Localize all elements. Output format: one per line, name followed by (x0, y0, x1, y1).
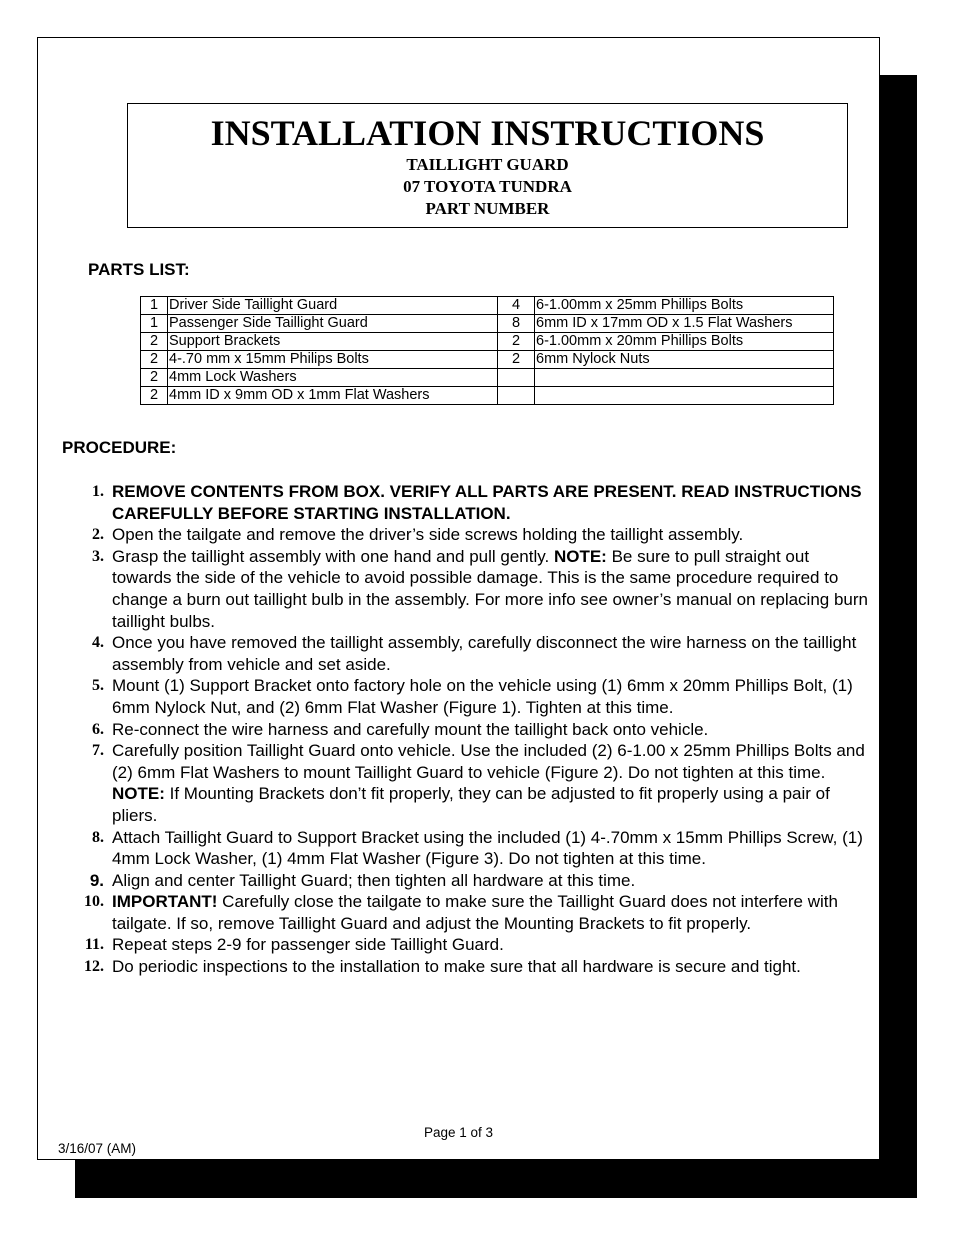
step-number: 6. (92, 720, 104, 738)
table-row (141, 315, 834, 333)
note-label: NOTE: (553, 546, 607, 566)
parts-qty: 2 (141, 369, 168, 387)
step-number: 10. (84, 893, 104, 911)
step-number: 9. (89, 870, 104, 890)
step-11 (78, 934, 868, 956)
note-label: NOTE: (112, 784, 165, 804)
step-2 (78, 524, 868, 546)
subtitle-vehicle: 07 TOYOTA TUNDRA (403, 177, 572, 196)
step-text: Do periodic inspections to the installation to make sure that all hardware is secure and tight. (112, 957, 801, 977)
parts-qty (498, 369, 535, 387)
step-text: Once you have removed the taillight assembly, carefully disconnect the wire harness on the taillight assembly from vehicle and set aside. (112, 633, 857, 674)
step-1 (78, 481, 868, 524)
parts-desc: Support Brackets (168, 333, 498, 351)
step-5 (78, 675, 868, 718)
step-3 (78, 546, 868, 632)
procedure-heading: PROCEDURE: (62, 438, 177, 457)
step-number: 11. (84, 936, 104, 954)
parts-desc: 6-1.00mm x 25mm Phillips Bolts (535, 297, 834, 315)
step-text: Re-connect the wire harness and carefully mount the taillight back onto vehicle. (112, 719, 709, 739)
parts-desc: 4mm Lock Washers (168, 369, 498, 387)
important-label: IMPORTANT! (112, 892, 218, 912)
step-text: Be sure to pull straight out towards the side of the vehicle to avoid possible damage. This is the same procedure required to change a burn out taillight bulb in the assembly. For more info see owner’s manual on replacing burn taillight bulbs. (112, 546, 868, 631)
step-text: Align and center Taillight Guard; then tighten all hardware at this time. (112, 870, 636, 890)
step-number: 7. (92, 742, 104, 760)
parts-desc (535, 387, 834, 405)
step-number: 1. (92, 483, 104, 500)
step-number: 5. (92, 677, 104, 695)
parts-desc: 6mm Nylock Nuts (535, 351, 834, 369)
parts-qty: 2 (498, 351, 535, 369)
step-text: Attach Taillight Guard to Support Bracket using the included (1) 4-.70mm x 15mm Phillips Screw, (1) 4mm Lock Washer, (1) 4mm Flat Washer (Figure 3). Do not tighten at this time. (112, 827, 863, 869)
step-9 (78, 870, 868, 892)
step-12 (78, 956, 868, 978)
step-text: Repeat steps 2-9 for passenger side Taillight Guard. (112, 935, 504, 955)
step-text: REMOVE CONTENTS FROM BOX. VERIFY ALL PARTS ARE PRESENT. READ INSTRUCTIONS CAREFULLY BEFORE STARTING INSTALLATION. (112, 482, 862, 523)
parts-qty: 2 (141, 387, 168, 405)
subtitle-product: TAILLIGHT GUARD (406, 155, 569, 174)
step-text: Carefully close the tailgate to make sure the Taillight Guard does not interfere with tailgate. If so, remove Taillight Guard and adjust the Mounting Brackets to fit properly. (112, 892, 838, 933)
parts-desc (535, 369, 834, 387)
parts-desc: 6-1.00mm x 20mm Phillips Bolts (535, 333, 834, 351)
parts-qty: 2 (141, 351, 168, 369)
document-date: 3/16/07 (AM) (58, 1141, 137, 1156)
step-10 (78, 891, 868, 934)
procedure-steps (78, 481, 868, 978)
table-row (141, 369, 834, 387)
subtitle-part-number: PART NUMBER (425, 199, 550, 218)
parts-qty: 4 (498, 297, 535, 315)
table-row (141, 351, 834, 369)
table-row (141, 333, 834, 351)
title-box (127, 103, 848, 228)
step-6 (78, 719, 868, 741)
table-row (141, 387, 834, 405)
step-8 (78, 827, 868, 870)
step-text: If Mounting Brackets don’t fit properly, they can be adjusted to fit properly using a pair of pliers. (112, 784, 830, 825)
step-text: Mount (1) Support Bracket onto factory hole on the vehicle using (1) 6mm x 20mm Phillips Bolt, (1) 6mm Nylock Nut, and (2) 6mm Flat Washer (Figure 1). Tighten at this time. (112, 676, 853, 717)
parts-table (140, 296, 834, 405)
step-text: Carefully position Taillight Guard onto vehicle. Use the included (2) 6-1.00 x 25mm Phillips Bolts and (2) 6mm Flat Washers to mount Taillight Guard to vehicle (Figure 2). Do not tighten at this time. (112, 741, 865, 782)
parts-desc: Driver Side Taillight Guard (168, 297, 498, 315)
document-title: INSTALLATION INSTRUCTIONS (210, 113, 765, 153)
parts-qty: 1 (141, 297, 168, 315)
parts-desc: 6mm ID x 17mm OD x 1.5 Flat Washers (535, 315, 834, 333)
parts-desc: 4mm ID x 9mm OD x 1mm Flat Washers (168, 387, 498, 405)
step-7 (78, 740, 868, 826)
step-number: 3. (92, 547, 104, 565)
parts-list-heading: PARTS LIST: (88, 260, 190, 279)
step-number: 2. (92, 526, 104, 544)
parts-qty: 8 (498, 315, 535, 333)
parts-qty (498, 387, 535, 405)
parts-qty: 2 (141, 333, 168, 351)
step-number: 4. (92, 634, 104, 652)
document-page (37, 37, 880, 1160)
parts-desc: Passenger Side Taillight Guard (168, 315, 498, 333)
step-4 (78, 632, 868, 675)
step-text: Open the tailgate and remove the driver’s side screws holding the taillight assembly. (112, 525, 744, 545)
step-text: Grasp the taillight assembly with one hand and pull gently. (112, 546, 554, 566)
parts-qty: 2 (498, 333, 535, 351)
table-row (141, 297, 834, 315)
step-number: 8. (92, 828, 104, 846)
step-number: 12. (84, 958, 104, 976)
parts-qty: 1 (141, 315, 168, 333)
parts-desc: 4-.70 mm x 15mm Philips Bolts (168, 351, 498, 369)
page-number: Page 1 of 3 (423, 1125, 494, 1140)
